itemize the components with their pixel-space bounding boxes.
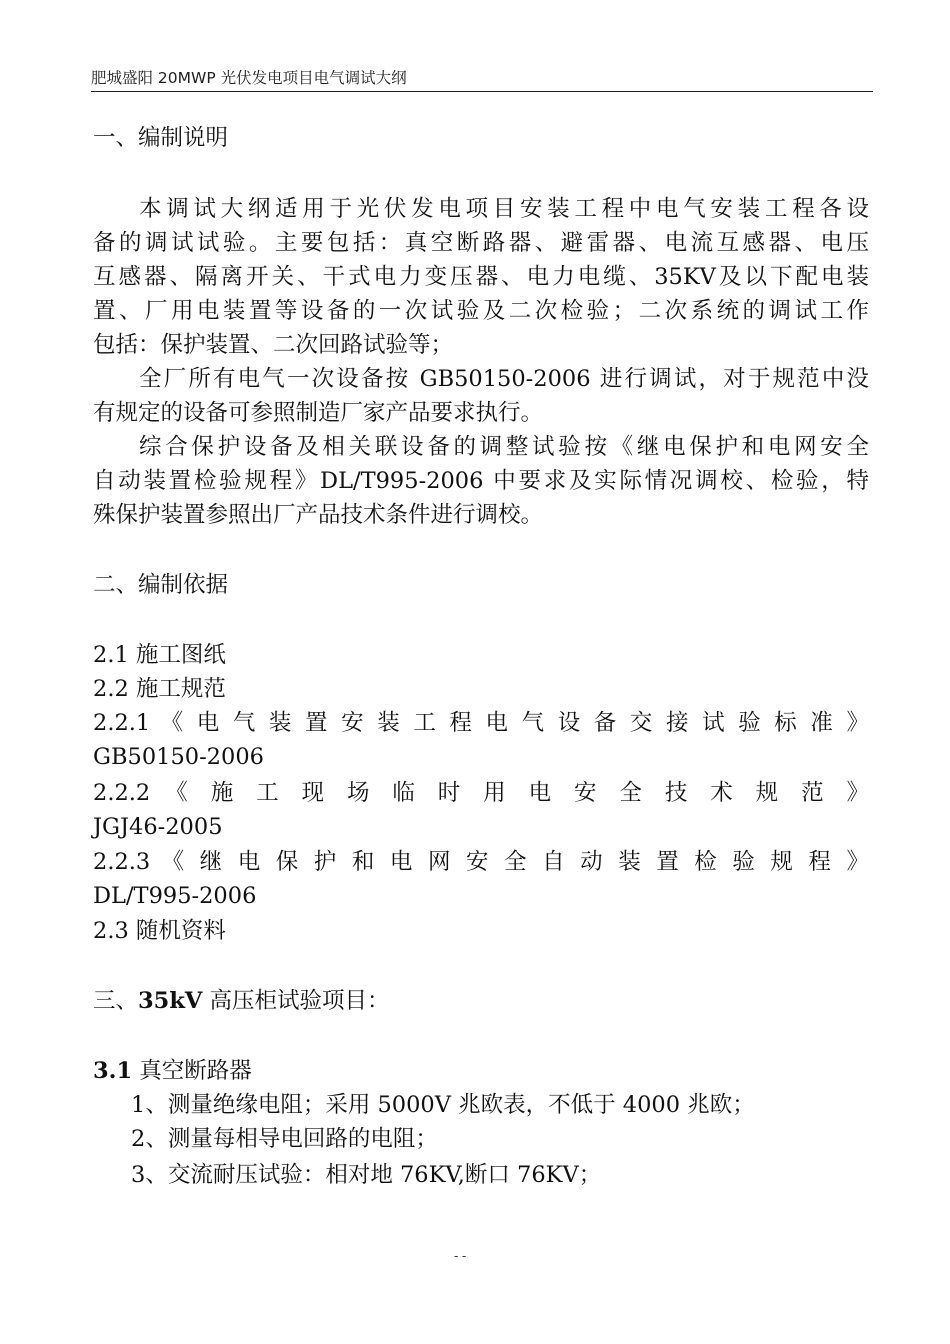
list-item-2-2-3-code: DL/T995-2006 xyxy=(93,883,257,909)
subsection-3-1-number: 3.1 xyxy=(93,1058,133,1084)
paragraph-line: 互感器、隔离开关、干式电力变压器、电力电缆、35KV及以下配电装 xyxy=(93,264,869,290)
list-item-2-2-2-code: JGJ46-2005 xyxy=(93,814,223,840)
list-item: 2、测量每相导电回路的电阻； xyxy=(131,1126,438,1152)
paragraph-line: 有规定的设备可参照制造厂家产品要求执行。 xyxy=(93,400,544,426)
page-header-title: 肥城盛阳 20MWP 光伏发电项目电气调试大纲 xyxy=(91,69,407,87)
paragraph-line: 自动装置检验规程》DL/T995-2006 中要求及实际情况调校、检验，特 xyxy=(93,468,869,494)
paragraph-line: 备的调试试验。主要包括：真空断路器、避雷器、电流互感器、电压 xyxy=(93,230,869,256)
header-divider xyxy=(91,91,873,92)
paragraph-line: 包括：保护装置、二次回路试验等； xyxy=(93,332,454,358)
section-1-title: 一、编制说明 xyxy=(93,125,229,151)
section-2-title: 二、编制依据 xyxy=(93,572,229,598)
section-3-title xyxy=(93,984,869,1018)
list-item-2-2-3: 2.2.3 《 继 电 保 护 和 电 网 安 全 自 动 装 置 检 验 规 程 》 xyxy=(93,849,869,875)
paragraph-line: 殊保护装置参照出厂产品技术条件进行调校。 xyxy=(93,502,544,528)
list-item-2-2-1-code: GB50150-2006 xyxy=(93,744,264,770)
list-item-2-1: 2.1 施工图纸 xyxy=(93,642,226,668)
list-item-2-2-2: 2.2.2 《 施 工 现 场 临 时 用 电 安 全 技 术 规 范 》 xyxy=(93,780,869,806)
subsection-3-1-title xyxy=(93,1054,869,1088)
list-item: 3、交流耐压试验：相对地 76KV,断口 76KV； xyxy=(131,1162,602,1188)
paragraph-line: 本调试大纲适用于光伏发电项目安装工程中电气安装工程各设 xyxy=(139,196,869,222)
subsection-3-1-name: 真空断路器 xyxy=(132,1058,252,1084)
list-item-2-3: 2.3 随机资料 xyxy=(93,918,226,944)
section-3-title-prefix: 三、 xyxy=(93,988,139,1014)
paragraph-line: 全厂所有电气一次设备按 GB50150-2006 进行调试，对于规范中没 xyxy=(139,366,869,392)
paragraph-line: 置、厂用电装置等设备的一次试验及二次检验；二次系统的调试工作 xyxy=(93,298,869,324)
page-number: - - xyxy=(454,1248,467,1263)
paragraph-line: 综合保护设备及相关联设备的调整试验按《继电保护和电网安全 xyxy=(139,434,869,460)
list-item: 1、测量绝缘电阻；采用 5000V 兆欧表，不低于 4000 兆欧； xyxy=(131,1092,755,1118)
section-3-title-voltage: 35kV xyxy=(138,988,203,1014)
list-item-2-2: 2.2 施工规范 xyxy=(93,676,226,702)
list-item-2-2-1: 2.2.1 《 电 气 装 置 安 装 工 程 电 气 设 备 交 接 试 验 标 准 》 xyxy=(93,710,869,736)
section-3-title-suffix: 高压柜试验项目： xyxy=(202,988,390,1014)
